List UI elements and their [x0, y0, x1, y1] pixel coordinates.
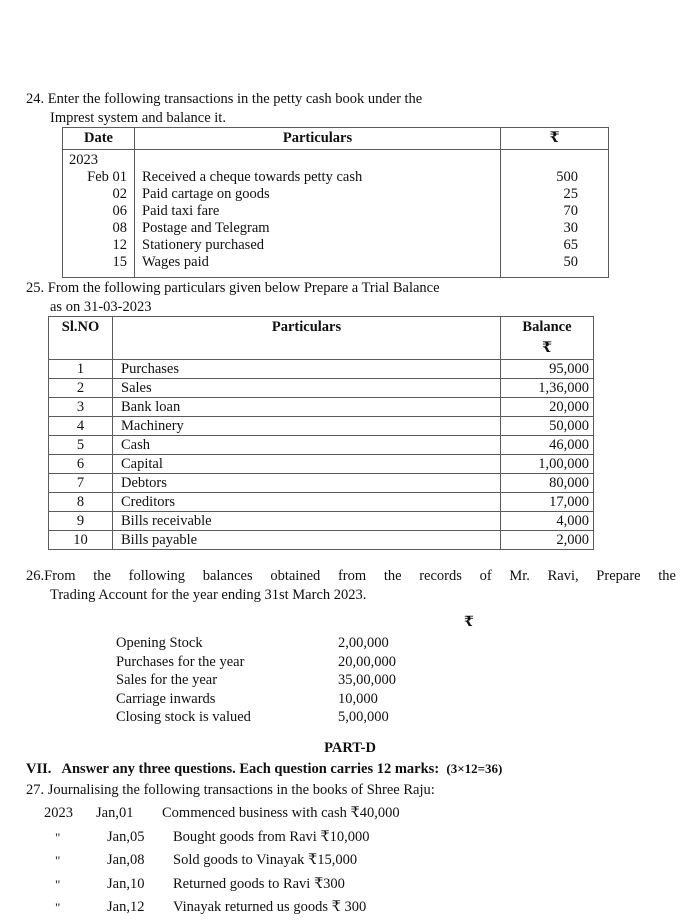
cell-particulars: Purchases — [113, 360, 501, 379]
list-item — [44, 826, 644, 850]
column-header-particulars: Particulars — [135, 128, 501, 150]
balance-value: 10,000 — [338, 690, 378, 707]
table-row — [49, 436, 594, 455]
cell-slno: 6 — [49, 455, 113, 474]
question-25-text — [26, 279, 440, 317]
question-27-heading: 27. Journalising the following transactions in the books of Shree Raju: — [26, 782, 435, 798]
cell-slno: 1 — [49, 360, 113, 379]
entry-description: Returned goods to Ravi ₹300 — [173, 875, 345, 892]
column-header-balance — [501, 317, 594, 360]
table-row — [49, 455, 594, 474]
cell-particulars: Creditors — [113, 493, 501, 512]
list-item — [116, 708, 536, 727]
column-header-amount: ₹ — [501, 128, 609, 150]
question-26-balances-list — [116, 634, 536, 727]
cell-particulars: Bills payable — [113, 531, 501, 550]
section-instruction: Answer any three questions. Each question carries 12 marks: — [61, 761, 440, 777]
cell-balance: 20,000 — [501, 398, 594, 417]
rupee-icon: ₹ — [464, 615, 474, 630]
cell-balance: 80,000 — [501, 474, 594, 493]
table-header-row — [63, 128, 609, 150]
section-vii-instruction — [26, 761, 676, 778]
table-row — [63, 237, 609, 254]
list-item — [116, 634, 536, 653]
balance-label: Balance — [522, 319, 572, 335]
question-24-text — [26, 90, 422, 128]
cell-balance: 4,000 — [501, 512, 594, 531]
cell-particulars: Stationery purchased — [135, 237, 501, 254]
cell-balance: 1,00,000 — [501, 455, 594, 474]
cell-particulars: Sales — [113, 379, 501, 398]
cell-particulars: Machinery — [113, 417, 501, 436]
cell-slno: 3 — [49, 398, 113, 417]
column-header-slno: Sl.NO — [49, 317, 113, 360]
balance-value: 5,00,000 — [338, 709, 389, 725]
cell-balance: 50,000 — [501, 417, 594, 436]
entry-year-ditto: " — [55, 853, 61, 868]
question-26-text — [26, 567, 676, 605]
cell-particulars: Debtors — [113, 474, 501, 493]
cell-amount: 50 — [501, 254, 609, 278]
entry-description: Vinayak returned us goods ₹ 300 — [173, 899, 367, 915]
table-row — [49, 398, 594, 417]
cell-slno: 8 — [49, 493, 113, 512]
table-row — [49, 360, 594, 379]
list-item — [44, 873, 644, 897]
balance-value: 35,00,000 — [338, 672, 396, 688]
table-row — [49, 531, 594, 550]
cell-particulars: Bank loan — [113, 398, 501, 417]
cell-particulars: Wages paid — [135, 254, 501, 278]
cell-slno: 2 — [49, 379, 113, 398]
cell-balance: 17,000 — [501, 493, 594, 512]
question-26-line-1: 26.From the following balances obtained from the records of Mr. Ravi, Prepare the — [26, 568, 676, 584]
table-row — [49, 417, 594, 436]
entry-date: Jan,01 — [96, 805, 134, 821]
cell-slno: 4 — [49, 417, 113, 436]
list-item — [44, 802, 644, 826]
question-24-line-2: Imprest system and balance it. — [50, 110, 226, 126]
table-row — [63, 169, 609, 186]
entry-date: Jan,10 — [107, 875, 145, 892]
rupee-icon: ₹ — [541, 340, 553, 356]
cell-slno: 10 — [49, 531, 113, 550]
entry-date: Jan,12 — [107, 899, 145, 915]
question-25-line-1: 25. From the following particulars given below Prepare a Trial Balance — [26, 280, 440, 296]
cell-date: 06 — [63, 203, 135, 220]
list-item — [116, 671, 536, 690]
trial-balance-table — [48, 316, 594, 550]
cell-slno: 9 — [49, 512, 113, 531]
entry-date: Jan,05 — [107, 828, 145, 845]
table-row — [49, 512, 594, 531]
balance-label: Closing stock is valued — [116, 709, 251, 725]
cell-particulars: Postage and Telegram — [135, 220, 501, 237]
section-marks: (3×12=36) — [446, 761, 503, 776]
cell-date: 02 — [63, 186, 135, 203]
table-row — [63, 254, 609, 278]
column-header-particulars: Particulars — [113, 317, 501, 360]
cell-particulars: Capital — [113, 455, 501, 474]
entry-year: 2023 — [44, 805, 73, 821]
entry-description: Commenced business with cash ₹40,000 — [162, 805, 400, 821]
table-row — [63, 203, 609, 220]
cell-year: 2023 — [63, 150, 135, 170]
cell-particulars: Cash — [113, 436, 501, 455]
cell-amount: 30 — [501, 220, 609, 237]
cell-date: 15 — [63, 254, 135, 278]
cell-amount-empty — [501, 150, 609, 170]
part-d-heading: PART-D — [324, 740, 376, 756]
table-row — [49, 493, 594, 512]
list-item — [44, 849, 644, 873]
cell-slno: 7 — [49, 474, 113, 493]
question-27-entries-list — [44, 802, 644, 920]
balance-label: Carriage inwards — [116, 690, 216, 707]
table-row — [49, 474, 594, 493]
entry-year-ditto: " — [55, 900, 61, 915]
cell-amount: 25 — [501, 186, 609, 203]
table-row — [63, 220, 609, 237]
list-item — [116, 653, 536, 672]
cell-particulars-empty — [135, 150, 501, 170]
cell-slno: 5 — [49, 436, 113, 455]
cell-balance: 95,000 — [501, 360, 594, 379]
balance-value: 20,00,000 — [338, 653, 396, 670]
cell-date: 12 — [63, 237, 135, 254]
cell-particulars: Received a cheque towards petty cash — [135, 169, 501, 186]
table-header-row — [49, 317, 594, 360]
cell-amount: 70 — [501, 203, 609, 220]
question-25-line-2: as on 31-03-2023 — [50, 299, 152, 315]
question-26-line-2: Trading Account for the year ending 31st March 2023. — [50, 587, 367, 603]
petty-cash-book-table — [62, 127, 609, 278]
entry-date: Jan,08 — [107, 852, 145, 868]
table-row — [49, 379, 594, 398]
balance-label: Purchases for the year — [116, 653, 245, 670]
balance-value: 2,00,000 — [338, 635, 389, 651]
entry-year-ditto: " — [55, 876, 61, 892]
list-item — [44, 896, 644, 920]
balance-label: Sales for the year — [116, 672, 218, 688]
cell-particulars: Paid cartage on goods — [135, 186, 501, 203]
cell-date: 08 — [63, 220, 135, 237]
cell-particulars: Bills receivable — [113, 512, 501, 531]
cell-amount: 65 — [501, 237, 609, 254]
table-row-year — [63, 150, 609, 170]
table-row — [63, 186, 609, 203]
cell-amount: 500 — [501, 169, 609, 186]
column-header-date: Date — [63, 128, 135, 150]
petty-cash-rows — [63, 150, 609, 278]
question-24-line-1: 24. Enter the following transactions in the petty cash book under the — [26, 91, 423, 107]
cell-balance: 1,36,000 — [501, 379, 594, 398]
entry-year-ditto: " — [55, 829, 61, 845]
trial-balance-rows — [49, 360, 594, 550]
cell-particulars: Paid taxi fare — [135, 203, 501, 220]
balance-label: Opening Stock — [116, 635, 203, 651]
entry-description: Sold goods to Vinayak ₹15,000 — [173, 852, 358, 868]
list-item — [116, 690, 536, 709]
cell-date: Feb 01 — [63, 169, 135, 186]
entry-description: Bought goods from Ravi ₹10,000 — [173, 828, 370, 845]
section-number: VII. — [26, 761, 52, 777]
cell-balance: 46,000 — [501, 436, 594, 455]
cell-balance: 2,000 — [501, 531, 594, 550]
